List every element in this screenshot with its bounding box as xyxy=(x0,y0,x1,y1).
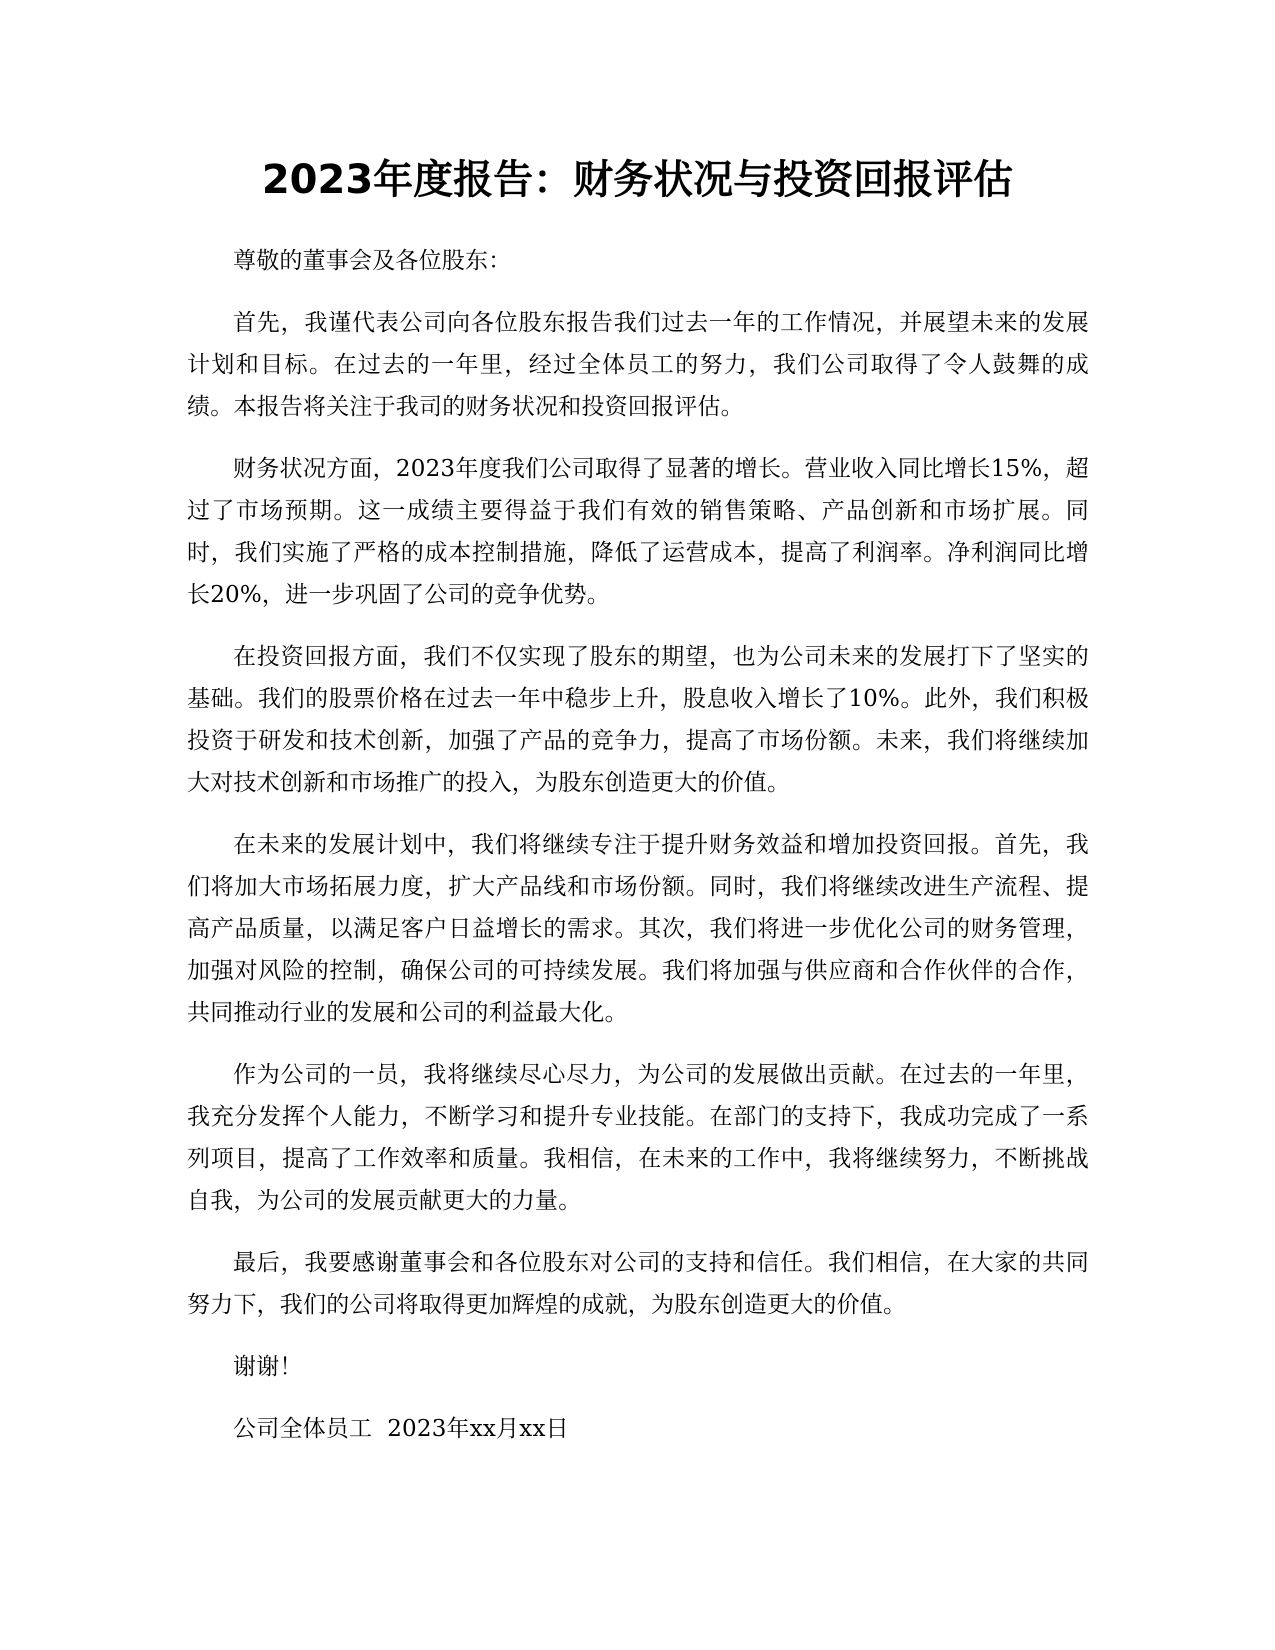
paragraph-investment-return: 在投资回报方面，我们不仅实现了股东的期望，也为公司未来的发展打下了坚实的基础。我们的股票价格在过去一年中稳步上升，股息收入增长了10%。此外，我们积极投资于研发和技术创新，加强了产品的竞争力，提高了市场份额。未来，我们将继续加大对技术创新和市场推广的投入，为股东创造更大的价值。 xyxy=(187,644,1089,796)
paragraph-financial-status: 财务状况方面，2023年度我们公司取得了显著的增长。营业收入同比增长15%，超过了市场预期。这一成绩主要得益于我们有效的销售策略、产品创新和市场扩展。同时，我们实施了严格的成本控制措施，降低了运营成本，提高了利润率。净利润同比增长20%，进一步巩固了公司的竞争优势。 xyxy=(187,456,1089,608)
document-body xyxy=(187,240,1089,1470)
greeting: 尊敬的董事会及各位股东： xyxy=(233,248,512,274)
page-title: 2023年度报告：财务状况与投资回报评估 xyxy=(261,157,1014,203)
paragraph-personal-contribution: 作为公司的一员，我将继续尽心尽力，为公司的发展做出贡献。在过去的一年里，我充分发挥个人能力，不断学习和提升专业技能。在部门的支持下，我成功完成了一系列项目，提高了工作效率和质量。我相信，在未来的工作中，我将继续努力，不断挑战自我，为公司的发展贡献更大的力量。 xyxy=(187,1062,1089,1214)
paragraph-future-plan: 在未来的发展计划中，我们将继续专注于提升财务效益和增加投资回报。首先，我们将加大市场拓展力度，扩大产品线和市场份额。同时，我们将继续改进生产流程、提高产品质量，以满足客户日益增长的需求。其次，我们将进一步优化公司的财务管理，加强对风险的控制，确保公司的可持续发展。我们将加强与供应商和合作伙伴的合作，共同推动行业的发展和公司的利益最大化。 xyxy=(187,832,1089,1026)
paragraph-closing: 最后，我要感谢董事会和各位股东对公司的支持和信任。我们相信，在大家的共同努力下，我们的公司将取得更加辉煌的成就，为股东创造更大的价值。 xyxy=(187,1250,1089,1318)
signature-line: 公司全体员工 2023年xx月xx日 xyxy=(233,1416,569,1442)
paragraph-intro: 首先，我谨代表公司向各位股东报告我们过去一年的工作情况，并展望未来的发展计划和目标。在过去的一年里，经过全体员工的努力，我们公司取得了令人鼓舞的成绩。本报告将关注于我司的财务状况和投资回报评估。 xyxy=(187,310,1089,420)
thanks-line: 谢谢！ xyxy=(233,1354,303,1380)
